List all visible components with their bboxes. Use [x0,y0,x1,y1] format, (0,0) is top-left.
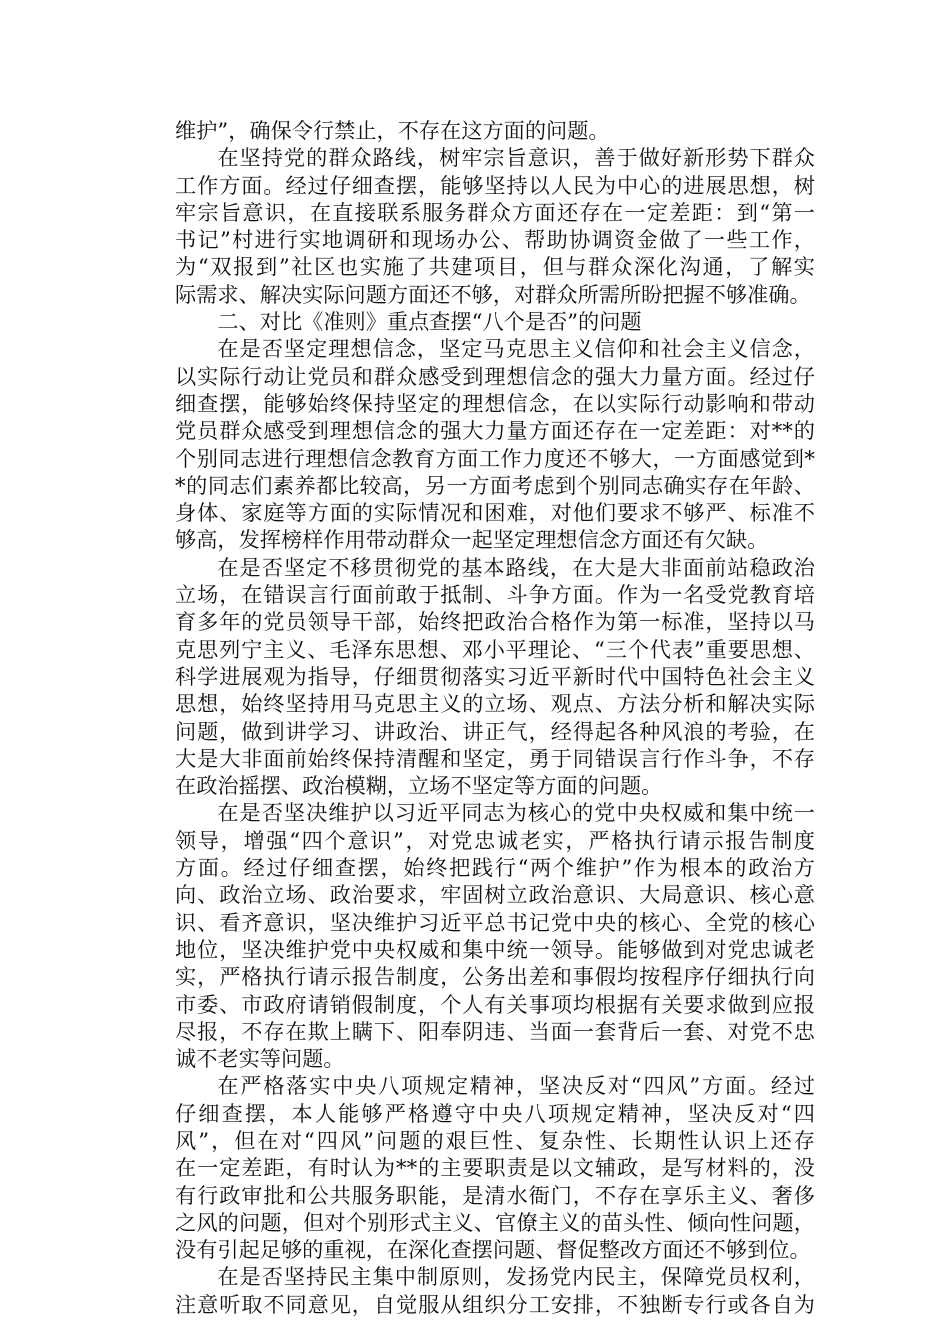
text-line: 维护”，确保令行禁止，不存在这方面的问题。 [175,118,610,143]
text-line: 注意听取不同意见，自觉服从组织分工安排，不独断专行或各自为 [175,1291,815,1317]
paragraph-democratic-centralism [175,1263,815,1318]
text-line: 够高，发挥榜样作用带动群众一起坚定理想信念方面还有欠缺。 [175,527,769,553]
text-line: 克思列宁主义、毛泽东思想、邓小平理论、“三个代表”重要思想、 [175,636,815,662]
text-line: 风”，但在对“四风”问题的艰巨性、复杂性、长期性认识上还存 [175,1127,815,1153]
text-line: 际需求、解决实际问题方面还不够，对群众所需所盼把握不够准确。 [175,281,811,307]
text-line: 没有引起足够的重视，在深化查摆问题、督促整改方面还不够到位。 [175,1237,811,1263]
text-line: 有行政审批和公共服务职能，是清水衙门，不存在享乐主义、奢侈 [175,1182,815,1208]
text-line: 在是否坚定理想信念，坚定马克思主义信仰和社会主义信念， [217,336,815,362]
text-line: 二、对比《准则》重点查摆“八个是否”的问题 [217,309,642,335]
paragraph-basic-line [175,554,815,800]
text-line: 在坚持党的群众路线，树牢宗旨意识，善于做好新形势下群众 [217,145,815,171]
text-line: 科学进展观为指导，仔细贯彻落实习近平新时代中国特色社会主义 [175,663,815,689]
text-line: 仔细查摆，本人能够严格遵守中央八项规定精神，坚决反对“四 [175,1100,815,1126]
text-line: 尽报，不存在欺上瞒下、阳奉阴违、当面一套背后一套、对党不忠 [175,1018,815,1044]
text-line: 地位，坚决维护党中央权威和集中统一领导。能够做到对党忠诚老 [175,936,815,962]
paragraph-ideals-beliefs [175,335,815,553]
paragraph-mass-line [175,144,815,308]
text-line: 问题，做到讲学习、讲政治、讲正气，经得起各种风浪的考验，在 [175,718,815,744]
text-line: 以实际行动让党员和群众感受到理想信念的强大力量方面。经过仔 [175,363,815,389]
text-line: 工作方面。经过仔细查摆，能够坚持以人民为中心的进展思想，树 [175,172,815,198]
paragraph-eight-rules [175,1072,815,1263]
text-line: 方面。经过仔细查摆，始终把践行“两个维护”作为根本的政治方 [175,855,815,881]
text-line: 实，严格执行请示报告制度，公务出差和事假均按程序仔细执行向 [175,964,815,990]
section-heading [175,308,815,335]
text-line: 个别同志进行理想信念教育方面工作力度还不够大，一方面感觉到* [175,445,815,471]
text-line: 细查摆，能够始终保持坚定的理想信念，在以实际行动影响和带动 [175,390,815,416]
text-line: 市委、市政府请销假制度，个人有关事项均根据有关要求做到应报 [175,991,815,1017]
text-line: 身体、家庭等方面的实际情况和困难，对他们要求不够严、标准不 [175,500,815,526]
text-line: 识、看齐意识，坚决维护习近平总书记党中央的核心、全党的核心 [175,909,815,935]
text-line: 为“双报到”社区也实施了共建项目，但与群众深化沟通，了解实 [175,254,815,280]
text-line: 牢宗旨意识，在直接联系服务群众方面还存在一定差距：到“第一 [175,199,815,225]
text-line: *的同志们素养都比较高，另一方面考虑到个别同志确实存在年龄、 [175,472,815,498]
text-line: 党员群众感受到理想信念的强大力量方面还存在一定差距：对**的 [175,418,815,444]
text-line: 向、政治立场、政治要求，牢固树立政治意识、大局意识、核心意 [175,882,815,908]
text-line: 之风的问题，但对个别形式主义、官僚主义的苗头性、倾向性问题， [175,1209,815,1235]
text-line: 育多年的党员领导干部，始终把政治合格作为第一标准，坚持以马 [175,609,815,635]
text-line: 思想，始终坚持用马克思主义的立场、观点、方法分析和解决实际 [175,691,815,717]
text-line: 在是否坚持民主集中制原则，发扬党内民主，保障党员权利， [217,1264,815,1290]
paragraph-continuation [175,117,815,144]
text-line: 在是否坚定不移贯彻党的基本路线，在大是大非面前站稳政治 [217,554,815,580]
document-page [175,117,815,1318]
text-line: 诚不老实等问题。 [175,1046,345,1072]
text-line: 在严格落实中央八项规定精神，坚决反对“四风”方面。经过 [217,1073,815,1099]
text-line: 立场，在错误言行面前敢于抵制、斗争方面。作为一名受党教育培 [175,582,815,608]
text-line: 在是否坚决维护以习近平同志为核心的党中央权威和集中统一 [217,800,815,826]
text-line: 在一定差距，有时认为**的主要职责是以文辅政，是写材料的，没 [175,1155,815,1181]
text-line: 书记”村进行实地调研和现场办公、帮助协调资金做了一些工作， [175,227,815,253]
text-line: 领导，增强“四个意识”，对党忠诚老实，严格执行请示报告制度 [175,827,815,853]
text-line: 大是大非面前始终保持清醒和坚定，勇于同错误言行作斗争，不存 [175,745,815,771]
paragraph-central-authority [175,799,815,1072]
text-line: 在政治摇摆、政治模糊，立场不坚定等方面的问题。 [175,773,663,799]
